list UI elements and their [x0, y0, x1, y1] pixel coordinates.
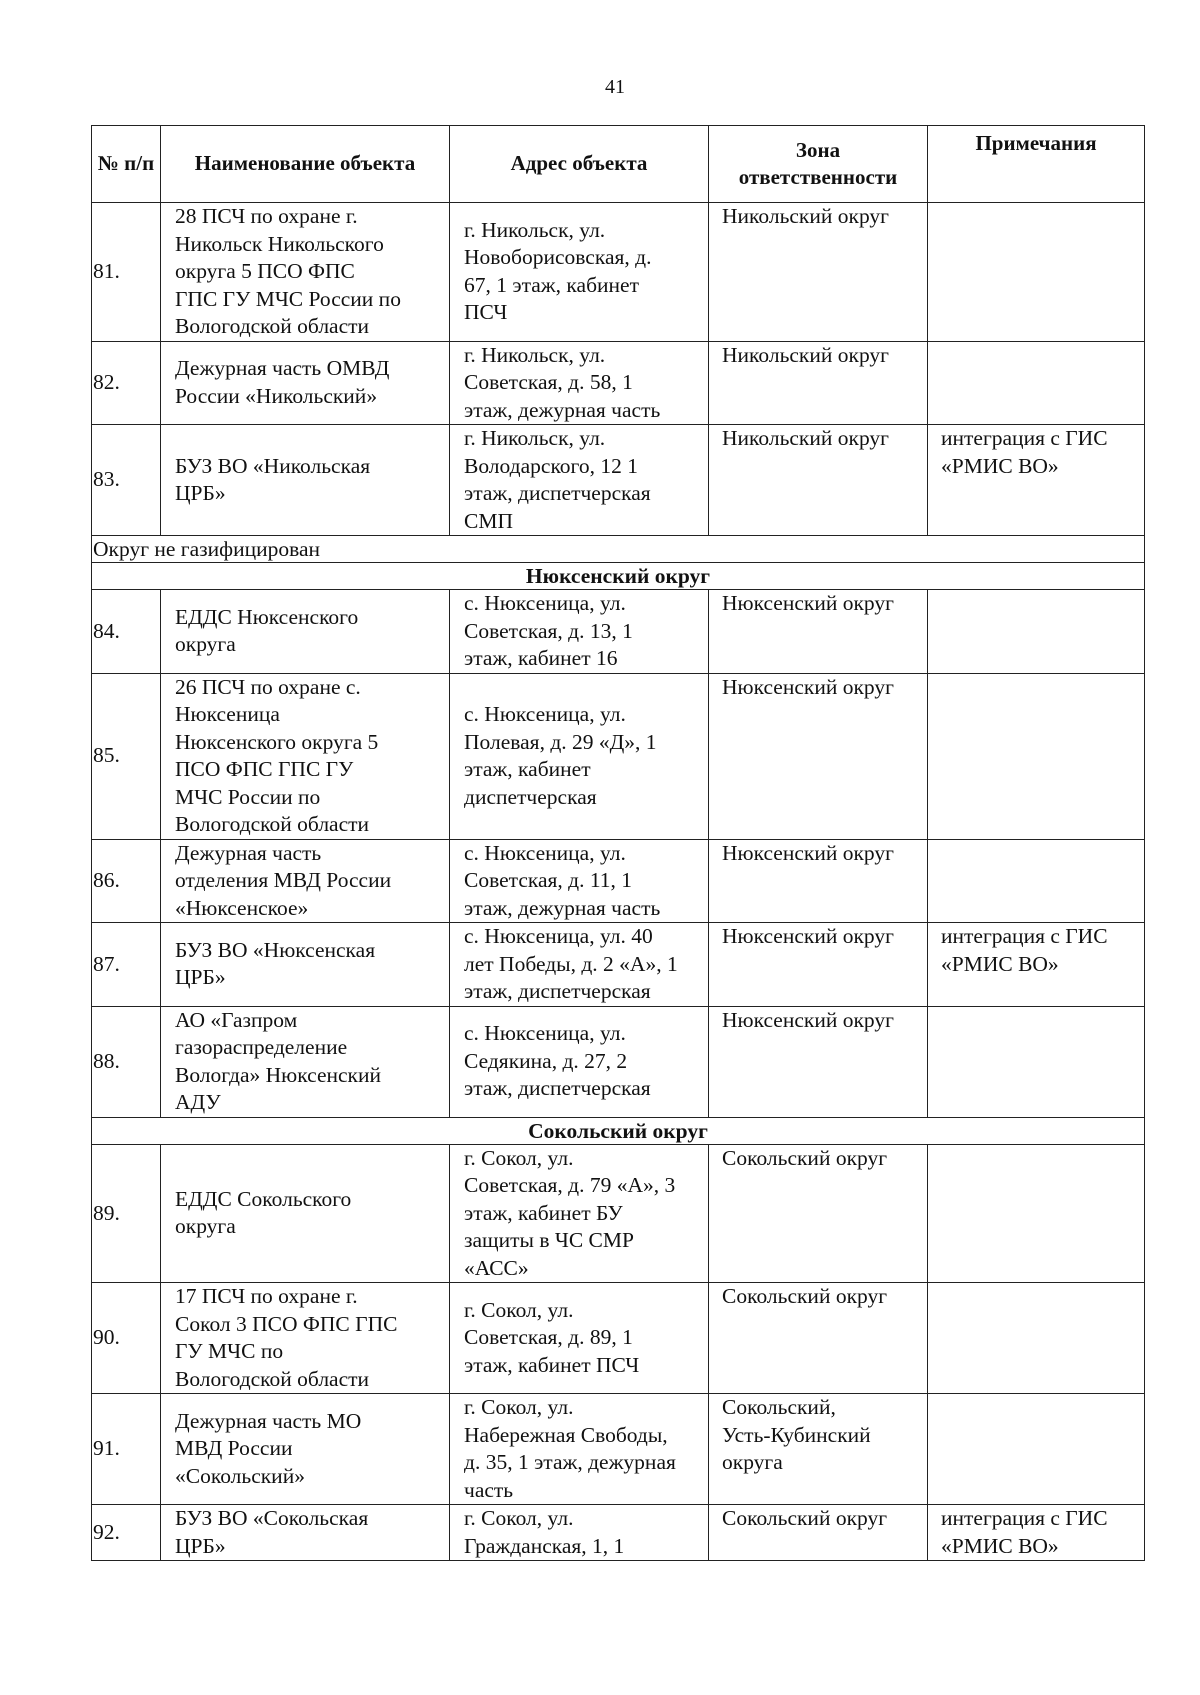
cell-name: [161, 1283, 450, 1394]
cell-notes: [928, 839, 1145, 923]
cell-zone: [709, 673, 928, 839]
cell-line: Дежурная часть МО: [175, 1408, 362, 1433]
cell-line: АДУ: [175, 1090, 221, 1114]
objects-table: [91, 125, 1145, 1561]
cell-address: [450, 1283, 709, 1394]
cell-line: Усть-Кубинский: [722, 1422, 871, 1447]
cell-line: г. Сокол, ул.: [464, 1506, 574, 1530]
cell-line: БУЗ ВО «Никольская: [175, 453, 371, 478]
cell-line: АО «Газпром: [175, 1007, 298, 1032]
cell-line: интеграция с ГИС: [941, 1506, 1108, 1530]
cell-num: 85.: [92, 673, 161, 839]
cell-zone: [709, 590, 928, 674]
cell-line: Володарского, 12 1: [464, 453, 638, 478]
cell-line: этаж, кабинет: [464, 757, 591, 781]
cell-address: [450, 425, 709, 536]
section-row-nyuksensky: [92, 563, 1145, 590]
cell-line: России «Никольский»: [175, 383, 378, 408]
cell-num: 84.: [92, 590, 161, 674]
cell-line: Седякина, д. 27, 2: [464, 1048, 628, 1073]
cell-notes: [928, 425, 1145, 536]
cell-num: 83.: [92, 425, 161, 536]
cell-line: Дежурная часть ОМВД: [175, 356, 390, 381]
cell-line: этаж, кабинет 16: [464, 646, 618, 670]
cell-line: интеграция с ГИС: [941, 924, 1108, 948]
cell-name: [161, 341, 450, 425]
cell-line: с. Нюксеница, ул.: [464, 591, 626, 615]
cell-address: [450, 1394, 709, 1505]
cell-address: [450, 341, 709, 425]
row-86: [92, 839, 1145, 923]
cell-address: [450, 1505, 709, 1561]
cell-line: МВД России: [175, 1436, 293, 1461]
cell-line: этаж, диспетчерская: [464, 979, 651, 1003]
cell-address: [450, 923, 709, 1007]
cell-line: г. Сокол, ул.: [464, 1395, 574, 1419]
header-num: № п/п: [92, 126, 161, 203]
cell-notes: [928, 1006, 1145, 1117]
row-92: [92, 1505, 1145, 1561]
cell-line: Гражданская, 1, 1: [464, 1533, 625, 1558]
cell-address: [450, 1144, 709, 1283]
cell-address: [450, 203, 709, 342]
cell-line: защиты в ЧС СМР: [464, 1228, 634, 1252]
table-header-row: [92, 126, 1145, 203]
cell-zone: [709, 203, 928, 342]
cell-line: ЕДДС Сокольского: [175, 1186, 352, 1211]
cell-line: Советская, д. 89, 1: [464, 1325, 633, 1350]
cell-line: этаж, кабинет ПСЧ: [464, 1352, 640, 1377]
cell-line: «РМИС ВО»: [941, 951, 1059, 976]
cell-line: отделения МВД России: [175, 868, 392, 892]
page-number: 41: [605, 76, 625, 98]
cell-line: г. Сокол, ул.: [464, 1297, 574, 1322]
cell-address: [450, 1006, 709, 1117]
cell-line: Сокольский округ: [722, 1145, 888, 1170]
cell-line: ЦРБ»: [175, 965, 226, 990]
cell-line: Нюксенский округ: [722, 674, 894, 699]
cell-line: Нюксенский округ: [722, 1007, 894, 1032]
cell-line: Вологодской области: [175, 314, 370, 338]
cell-line: «Сокольский»: [175, 1463, 305, 1488]
cell-line: этаж, кабинет БУ: [464, 1200, 623, 1225]
cell-address: [450, 673, 709, 839]
section-row-sokolsky: [92, 1117, 1145, 1144]
cell-line: лет Победы, д. 2 «А», 1: [464, 951, 678, 976]
row-81: [92, 203, 1145, 342]
cell-line: округа 5 ПСО ФПС: [175, 259, 355, 283]
note-row: [92, 536, 1145, 563]
cell-line: СМП: [464, 508, 513, 533]
cell-notes: [928, 923, 1145, 1007]
table-body: [92, 203, 1145, 1561]
cell-line: Нюксенского округа 5: [175, 729, 379, 754]
cell-num: 81.: [92, 203, 161, 342]
cell-line: Нюксенский округ: [722, 591, 894, 615]
cell-line: д. 35, 1 этаж, дежурная: [464, 1450, 676, 1474]
cell-num: 92.: [92, 1505, 161, 1561]
cell-line: Нюксеница: [175, 702, 280, 726]
header-zone-line2: ответственности: [738, 165, 898, 189]
cell-name: [161, 923, 450, 1007]
cell-line: Сокольский округ: [722, 1284, 888, 1308]
cell-name: [161, 1505, 450, 1561]
cell-line: г. Сокол, ул.: [464, 1145, 574, 1170]
cell-line: округа: [722, 1450, 783, 1474]
cell-line: БУЗ ВО «Сокольская: [175, 1506, 369, 1530]
cell-num: 87.: [92, 923, 161, 1007]
row-83: [92, 425, 1145, 536]
header-zone-line1: Зона: [795, 137, 841, 162]
row-88: [92, 1006, 1145, 1117]
cell-line: ПСЧ: [464, 300, 508, 325]
cell-zone: [709, 1283, 928, 1394]
header-zone: [709, 126, 928, 203]
cell-line: Новоборисовская, д.: [464, 245, 652, 270]
row-90: [92, 1283, 1145, 1394]
cell-name: [161, 425, 450, 536]
cell-num: 82.: [92, 341, 161, 425]
cell-line: с. Нюксеница, ул.: [464, 840, 626, 865]
cell-line: Советская, д. 58, 1: [464, 370, 633, 394]
cell-notes: [928, 341, 1145, 425]
cell-num: 90.: [92, 1283, 161, 1394]
cell-zone: [709, 1006, 928, 1117]
cell-num: 88.: [92, 1006, 161, 1117]
cell-line: «РМИС ВО»: [941, 453, 1059, 478]
cell-line: округа: [175, 632, 236, 657]
cell-line: Никольский округ: [722, 426, 889, 450]
section-title-sokolsky: Сокольский округ: [92, 1117, 1145, 1144]
cell-line: «РМИС ВО»: [941, 1533, 1059, 1558]
cell-line: Нюксенский округ: [722, 924, 894, 948]
cell-line: ПСО ФПС ГПС ГУ: [175, 757, 354, 781]
cell-line: ГУ МЧС по: [175, 1339, 284, 1363]
header-notes: Примечания: [928, 126, 1145, 203]
cell-line: Нюксенский округ: [722, 840, 894, 865]
cell-zone: [709, 341, 928, 425]
cell-address: [450, 839, 709, 923]
cell-line: Сокольский округ: [722, 1506, 888, 1530]
cell-line: «Нюксенское»: [175, 895, 309, 920]
cell-line: Никольский округ: [722, 342, 889, 367]
cell-line: 26 ПСЧ по охране с.: [175, 674, 361, 699]
cell-notes: [928, 673, 1145, 839]
cell-line: этаж, дежурная часть: [464, 895, 661, 920]
cell-line: «АСС»: [464, 1255, 529, 1280]
cell-line: Советская, д. 11, 1: [464, 868, 633, 892]
header-name: Наименование объекта: [161, 126, 450, 203]
cell-line: Вологда» Нюксенский: [175, 1062, 381, 1087]
cell-zone: [709, 923, 928, 1007]
cell-zone: [709, 839, 928, 923]
cell-line: БУЗ ВО «Нюксенская: [175, 937, 376, 962]
cell-line: 28 ПСЧ по охране г.: [175, 204, 358, 228]
cell-line: газораспределение: [175, 1035, 348, 1059]
cell-zone: [709, 1144, 928, 1283]
cell-name: [161, 1394, 450, 1505]
cell-notes: [928, 1144, 1145, 1283]
cell-num: 91.: [92, 1394, 161, 1505]
cell-line: часть: [464, 1477, 514, 1502]
cell-line: с. Нюксеница, ул. 40: [464, 924, 653, 948]
row-84: [92, 590, 1145, 674]
cell-notes: [928, 1394, 1145, 1505]
row-85: [92, 673, 1145, 839]
row-89: [92, 1144, 1145, 1283]
cell-line: МЧС России по: [175, 784, 321, 809]
cell-line: этаж, дежурная часть: [464, 397, 661, 422]
cell-name: [161, 673, 450, 839]
header-address: Адрес объекта: [450, 126, 709, 203]
cell-line: округа: [175, 1214, 236, 1239]
cell-line: Никольск Никольского: [175, 231, 384, 256]
cell-line: Полевая, д. 29 «Д», 1: [464, 729, 657, 754]
cell-line: этаж, диспетчерская: [464, 481, 651, 505]
cell-line: Вологодской области: [175, 1366, 370, 1391]
cell-line: Сокольский,: [722, 1395, 836, 1419]
cell-zone: [709, 425, 928, 536]
cell-notes: [928, 590, 1145, 674]
cell-line: 17 ПСЧ по охране г.: [175, 1284, 358, 1308]
cell-name: [161, 839, 450, 923]
cell-line: Вологодской области: [175, 812, 370, 836]
cell-line: Никольский округ: [722, 204, 889, 228]
row-87: [92, 923, 1145, 1007]
cell-notes: [928, 1283, 1145, 1394]
cell-name: [161, 1144, 450, 1283]
cell-zone: [709, 1394, 928, 1505]
cell-name: [161, 1006, 450, 1117]
cell-line: Советская, д. 79 «А», 3: [464, 1173, 676, 1197]
cell-num: 89.: [92, 1144, 161, 1283]
cell-line: г. Никольск, ул.: [464, 342, 606, 367]
cell-line: ГПС ГУ МЧС России по: [175, 286, 401, 311]
cell-name: [161, 590, 450, 674]
row-91: [92, 1394, 1145, 1505]
cell-line: ЦРБ»: [175, 1533, 226, 1558]
cell-notes: [928, 203, 1145, 342]
cell-line: Дежурная часть: [175, 840, 322, 865]
note-not-gasified: Округ не газифицирован: [92, 536, 1145, 563]
cell-line: интеграция с ГИС: [941, 426, 1108, 450]
row-82: [92, 341, 1145, 425]
cell-line: Набережная Свободы,: [464, 1422, 668, 1447]
cell-line: г. Никольск, ул.: [464, 426, 606, 450]
cell-num: 86.: [92, 839, 161, 923]
cell-zone: [709, 1505, 928, 1561]
cell-notes: [928, 1505, 1145, 1561]
cell-line: Сокол 3 ПСО ФПС ГПС: [175, 1311, 398, 1336]
cell-address: [450, 590, 709, 674]
cell-line: 67, 1 этаж, кабинет: [464, 272, 639, 297]
cell-line: с. Нюксеница, ул.: [464, 702, 626, 726]
cell-line: диспетчерская: [464, 784, 597, 809]
cell-line: ЕДДС Нюксенского: [175, 604, 359, 629]
cell-line: г. Никольск, ул.: [464, 217, 606, 242]
cell-name: [161, 203, 450, 342]
cell-line: с. Нюксеница, ул.: [464, 1021, 626, 1046]
cell-line: ЦРБ»: [175, 481, 226, 505]
cell-line: этаж, диспетчерская: [464, 1076, 651, 1101]
cell-line: Советская, д. 13, 1: [464, 618, 633, 643]
section-title-nyuksensky: Нюксенский округ: [92, 563, 1145, 590]
